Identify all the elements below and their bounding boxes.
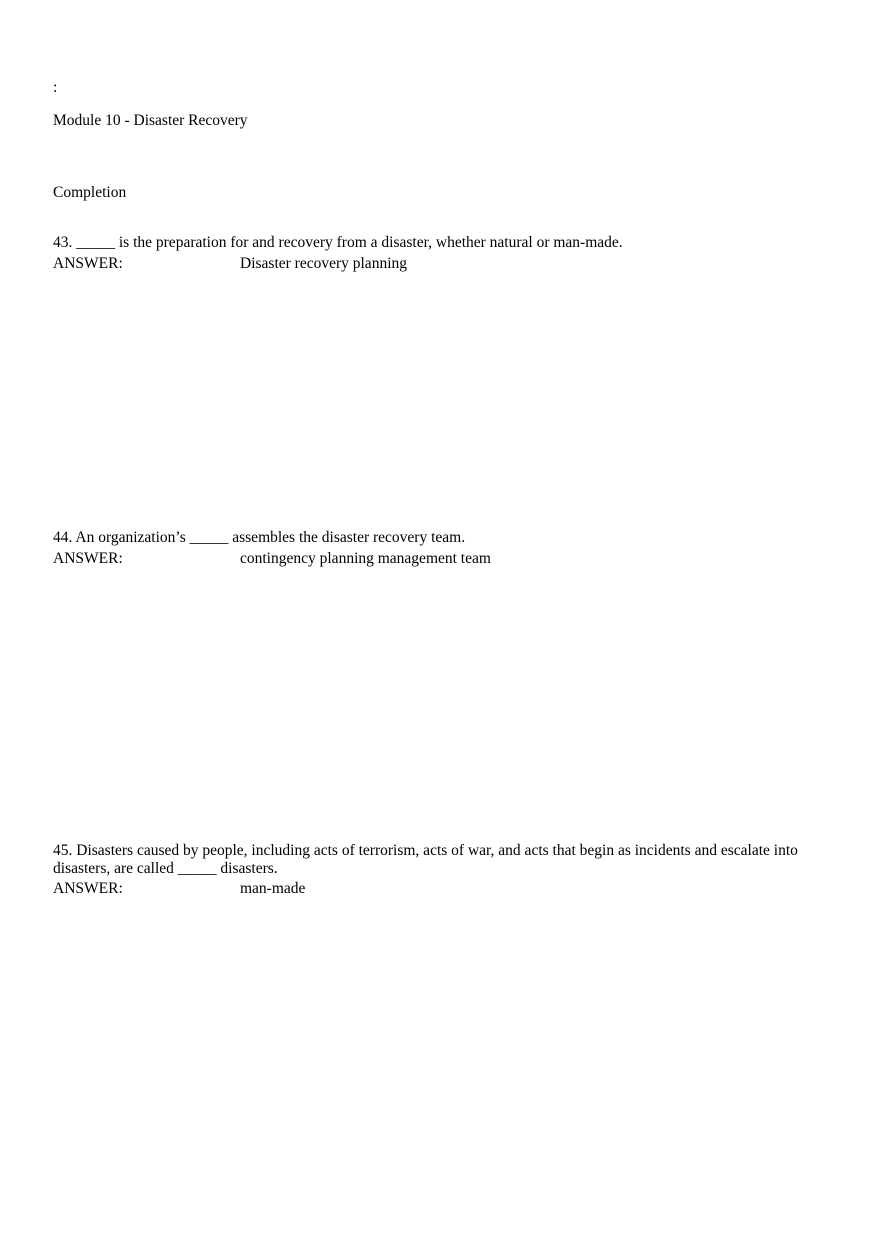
answer-row — [53, 880, 305, 898]
answer-row — [53, 550, 491, 568]
question-text: 44. An organization’s _____ assembles the disaster recovery team. — [53, 529, 466, 546]
header-colon: : — [53, 79, 58, 96]
answer-value: contingency planning management team — [240, 550, 491, 567]
question-text: 43. _____ is the preparation for and recovery from a disaster, whether natural or man-made. — [53, 234, 623, 251]
module-title: Module 10 - Disaster Recovery — [53, 112, 248, 129]
answer-row — [53, 255, 407, 273]
answer-value: man-made — [240, 880, 306, 897]
answer-value: Disaster recovery planning — [240, 255, 407, 272]
answer-label: ANSWER: — [53, 550, 123, 567]
answer-label: ANSWER: — [53, 880, 123, 897]
answer-label: ANSWER: — [53, 255, 123, 272]
question-text: 45. Disasters caused by people, including acts of terrorism, acts of war, and acts that begin as incidents and escalate into disasters, are called _____ disasters. — [53, 842, 798, 877]
section-heading: Completion — [53, 184, 127, 201]
